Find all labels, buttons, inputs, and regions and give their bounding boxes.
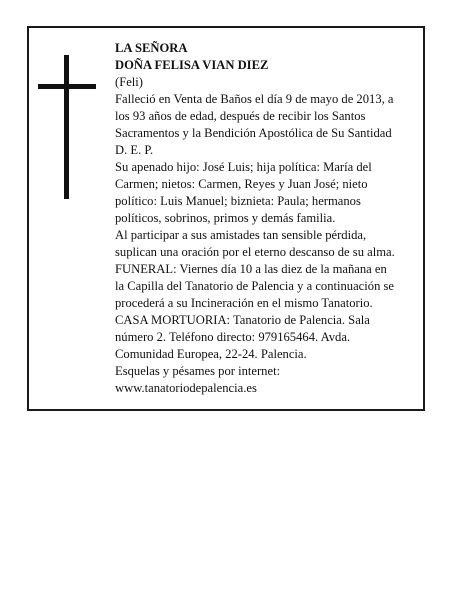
death-line-2: los 93 años de edad, después de recibir los Santos [115, 109, 366, 123]
family-line-1: Su apenado hijo: José Luis; hija política: María del [115, 160, 372, 174]
cross-vertical-bar [64, 55, 69, 199]
deceased-nickname: (Feli) [115, 75, 143, 89]
obituary-notice [27, 26, 425, 411]
family-line-3: político: Luis Manuel; biznieta: Paula; hermanos [115, 194, 361, 208]
family-line-2: Carmen; nietos: Carmen, Reyes y Juan José; nieto [115, 177, 368, 191]
cross-horizontal-bar [38, 84, 96, 89]
web-line-1: Esquelas y pésames por internet: [115, 364, 281, 378]
casa-mortuoria-line-2: número 2. Teléfono directo: 979165464. Avda. [115, 330, 351, 344]
funeral-line-1: FUNERAL: Viernes día 10 a las diez de la mañana en [115, 262, 387, 276]
funeral-line-3: procederá a su Incineración en el mismo Tanatorio. [115, 296, 373, 310]
notice-text [115, 40, 421, 397]
latin-cross-icon [38, 55, 96, 199]
website-url: www.tanatoriodepalencia.es [115, 381, 257, 395]
family-line-4: políticos, sobrinos, primos y demás familia. [115, 211, 336, 225]
request-line-2: suplican una oración por el eterno descanso de su alma. [115, 245, 395, 259]
deceased-name: DOÑA FELISA VIAN DIEZ [115, 58, 269, 72]
casa-mortuoria-line-3: Comunidad Europea, 22-24. Palencia. [115, 347, 307, 361]
death-line-3: Sacramentos y la Bendición Apostólica de Su Santidad [115, 126, 392, 140]
death-line-1: Falleció en Venta de Baños el día 9 de mayo de 2013, a [115, 92, 394, 106]
rip-line: D. E. P. [115, 143, 154, 157]
notice-title: LA SEÑORA [115, 41, 188, 55]
casa-mortuoria-line-1: CASA MORTUORIA: Tanatorio de Palencia. Sala [115, 313, 370, 327]
request-line-1: Al participar a sus amistades tan sensible pérdida, [115, 228, 367, 242]
funeral-line-2: la Capilla del Tanatorio de Palencia y a continuación se [115, 279, 394, 293]
